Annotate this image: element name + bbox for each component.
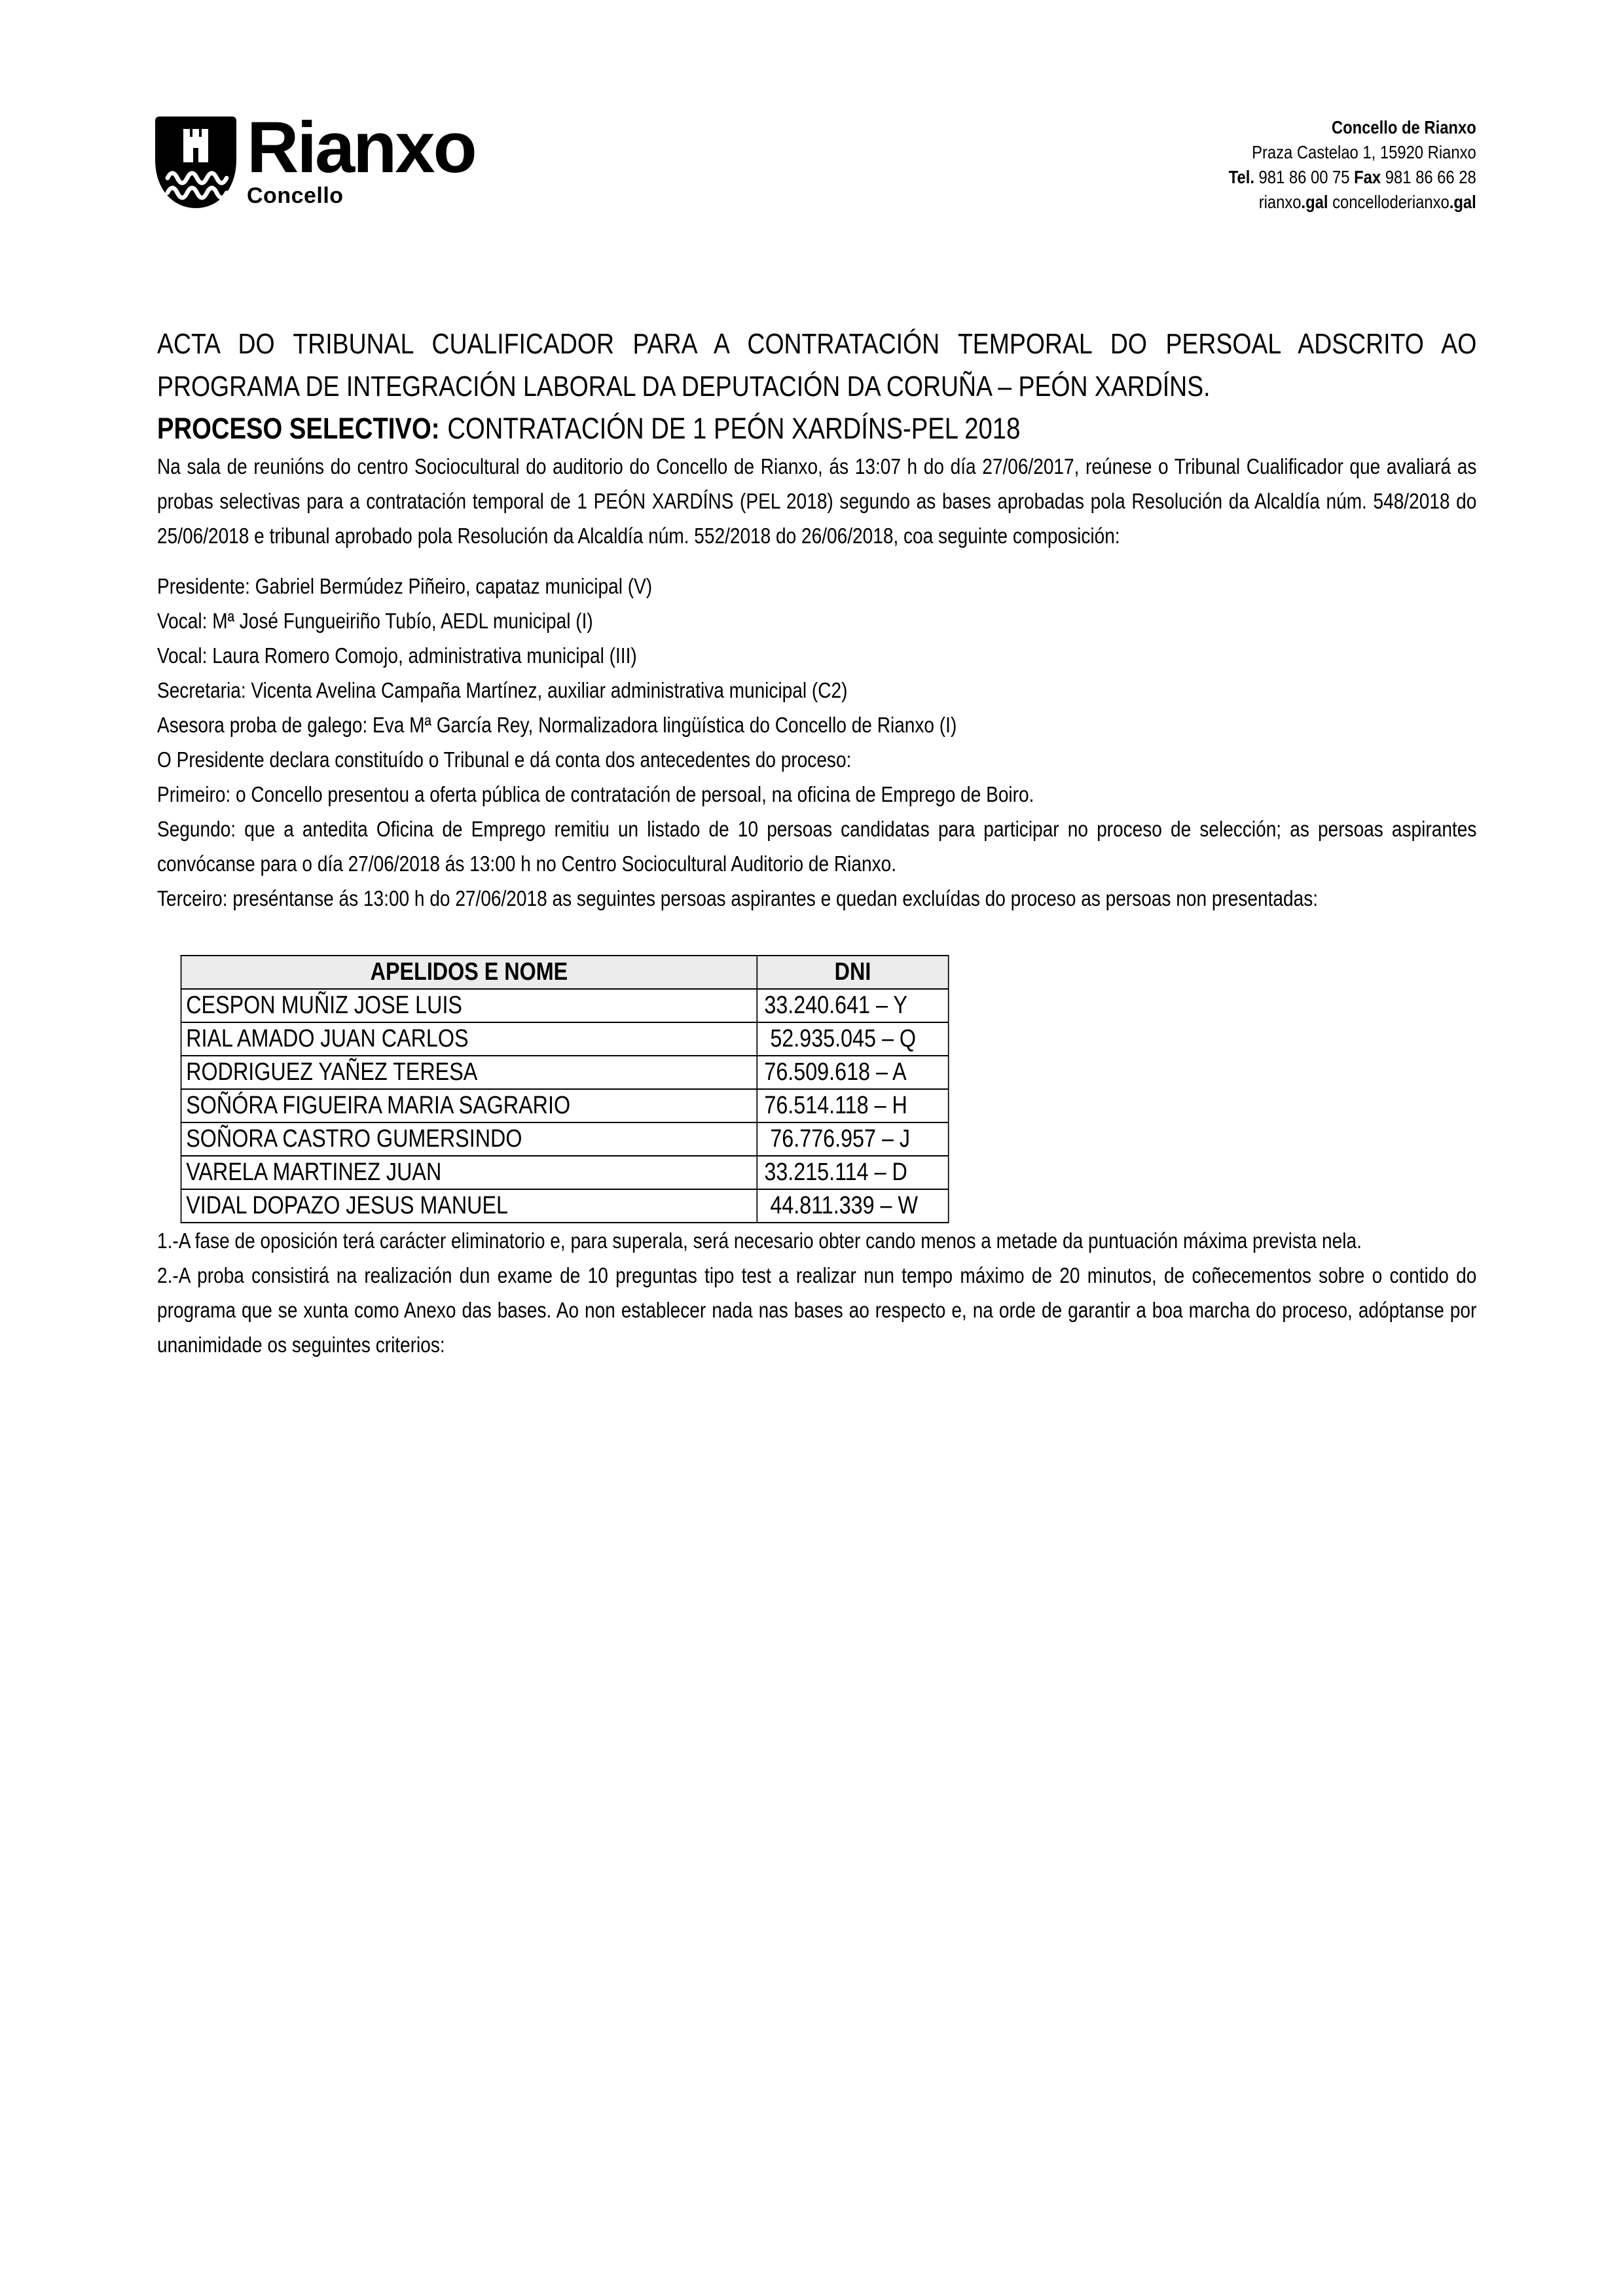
document-title: ACTA DO TRIBUNAL CUALIFICADOR PARA A CONTRATACIÓN TEMPORAL DO PERSOAL ADSCRITO AO PROGRAMA DE INTEGRACIÓN LABORAL DA DEPUTACIÓN DA CORUÑA – PEÓN XARDÍNS.	[157, 328, 1477, 403]
tel-label: Tel.	[1228, 167, 1255, 187]
aspirante-name: VARELA MARTINEZ JUAN	[181, 1156, 757, 1189]
aspirante-dni: 44.811.339 – W	[757, 1189, 948, 1223]
tribunal-member-presidente: Presidente: Gabriel Bermúdez Piñeiro, capataz municipal (V)	[157, 574, 653, 598]
terceiro-paragraph: Terceiro: preséntanse ás 13:00 h do 27/06/2018 as seguintes persoas aspirantes e quedan excluídas do proceso as persoas non presentadas:	[157, 886, 1319, 910]
fax-number: 981 86 66 28	[1385, 167, 1476, 187]
aspirante-name: VIDAL DOPAZO JESUS MANUEL	[181, 1189, 757, 1223]
aspirante-name: SOÑÓRA FIGUEIRA MARIA SAGRARIO	[181, 1089, 757, 1122]
contact-websites: rianxo.gal concelloderianxo.gal	[1258, 192, 1476, 212]
table-header-row	[181, 956, 949, 989]
criterio-2-paragraph: 2.-A proba consistirá na realización dun exame de 10 preguntas tipo test a realizar nun tempo máximo de 20 minutos, de coñecementos sobre o contido do programa que se xunta como Anexo das bases. Ao non establecer nada nas bases ao respecto e, na orde de garantir a boa marcha do proceso, adóptanse por unanimidade os seguintes criterios:	[157, 1263, 1477, 1357]
rianxo-logo	[155, 107, 475, 208]
contact-phone-fax	[1229, 165, 1476, 190]
tribunal-composition-list	[157, 569, 1476, 742]
table-header-dni: DNI	[757, 956, 948, 989]
aspirante-dni: 76.514.118 – H	[757, 1089, 948, 1122]
aspirante-name: CESPON MUÑIZ JOSE LUIS	[181, 989, 757, 1022]
aspirante-dni: 52.935.045 – Q	[757, 1022, 948, 1056]
aspirante-dni: 33.240.641 – Y	[757, 989, 948, 1022]
shield-castle-waves-icon	[155, 117, 236, 208]
aspirante-name: RIAL AMADO JUAN CARLOS	[181, 1022, 757, 1056]
primeiro-paragraph: Primeiro: o Concello presentou a oferta pública de contratación de persoal, na oficina de Emprego de Boiro.	[157, 782, 1034, 806]
table-row	[181, 1089, 949, 1122]
website-1: rianxo	[1258, 192, 1302, 212]
proceso-selectivo-heading	[157, 408, 1476, 449]
table-header-apelidos: APELIDOS E NOME	[181, 956, 757, 989]
contact-address: Praza Castelao 1, 15920 Rianxo	[1252, 142, 1476, 162]
tribunal-member-vocal-1: Vocal: Mª José Fungueiriño Tubío, AEDL municipal (I)	[157, 609, 593, 633]
aspirantes-table	[181, 955, 949, 1223]
criterio-1-paragraph: 1.-A fase de oposición terá carácter eliminatorio e, para superala, será necesario obter cando menos a metade da puntuación máxima prevista nela.	[157, 1229, 1362, 1253]
table-row	[181, 1189, 949, 1223]
aspirante-dni: 33.215.114 – D	[757, 1156, 948, 1189]
aspirante-name: RODRIGUEZ YAÑEZ TERESA	[181, 1056, 757, 1089]
table-row	[181, 989, 949, 1022]
website-2: concelloderianxo	[1332, 192, 1450, 212]
tribunal-member-secretaria: Secretaria: Vicenta Avelina Campaña Martínez, auxiliar administrativa municipal (C2)	[157, 678, 848, 702]
aspirante-name: SOÑORA CASTRO GUMERSINDO	[181, 1122, 757, 1156]
aspirante-dni: 76.509.618 – A	[757, 1056, 948, 1089]
proceso-value: CONTRATACIÓN DE 1 PEÓN XARDÍNS-PEL 2018	[447, 412, 1021, 445]
fax-label: Fax	[1354, 167, 1381, 187]
table-row	[181, 1122, 949, 1156]
tribunal-member-vocal-2: Vocal: Laura Romero Comojo, administrativa municipal (III)	[157, 643, 637, 668]
contact-org: Concello de Rianxo	[1332, 117, 1476, 137]
tel-number: 981 86 00 75	[1258, 167, 1350, 187]
table-row	[181, 1022, 949, 1056]
declara-paragraph: O Presidente declara constituído o Tribunal e dá conta dos antecedentes do proceso:	[157, 747, 852, 772]
logo-wordmark: Rianxo	[247, 107, 475, 188]
logo-text	[247, 107, 475, 208]
logo-subtitle: Concello	[247, 183, 344, 208]
header-contact-block	[1229, 115, 1476, 215]
table-row	[181, 1056, 949, 1089]
intro-paragraph: Na sala de reunións do centro Sociocultural do auditorio do Concello de Rianxo, ás 13:07 h do día 27/06/2017, reúnese o Tribunal Cualificador que avaliará as probas selectivas para a contratación temporal de 1 PEÓN XARDÍNS (PEL 2018) segundo as bases aprobadas pola Resolución da Alcaldía núm. 548/2018 do 25/06/2018 e tribunal aprobado pola Resolución da Alcaldía núm. 552/2018 do 26/06/2018, coa seguinte composición:	[157, 454, 1477, 548]
document-body	[157, 323, 1476, 1362]
proceso-label: PROCESO SELECTIVO:	[157, 412, 440, 445]
table-row	[181, 1156, 949, 1189]
segundo-paragraph: Segundo: que a antedita Oficina de Emprego remitiu un listado de 10 persoas candidatas para participar no proceso de selección; as persoas aspirantes convócanse para o día 27/06/2018 ás 13:00 h no Centro Sociocultural Auditorio de Rianxo.	[157, 817, 1477, 876]
tribunal-member-asesora: Asesora proba de galego: Eva Mª García Rey, Normalizadora lingüística do Concello de Rianxo (I)	[157, 713, 957, 737]
aspirante-dni: 76.776.957 – J	[757, 1122, 948, 1156]
